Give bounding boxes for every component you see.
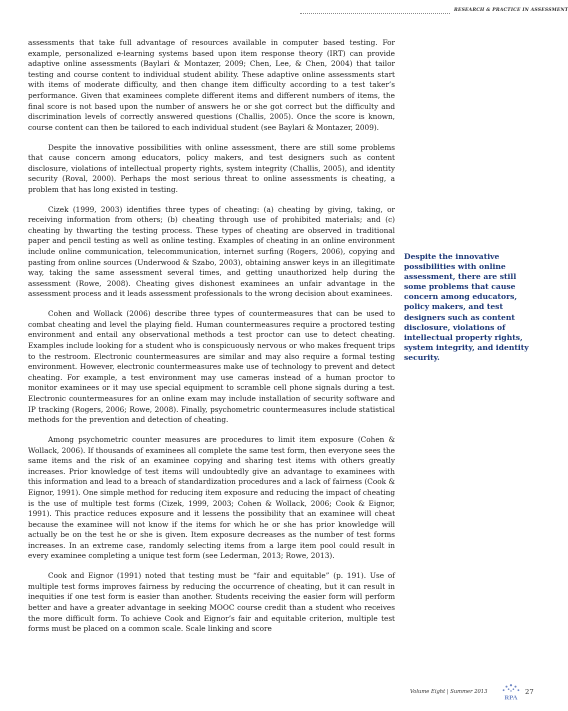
page-footer [398, 684, 538, 704]
paragraph: Despite the innovative possibilities with online assessment, there are still some problems that cause concern among educators, policy makers, and test designers such as content disclosure, violations of intellectual property rights, system integrity (Challis, 2005), and identity security (Roval, 2000). Perhaps the most serious threat to online assessments is cheating, a problem that has long existed in testing. [28, 142, 395, 194]
logo-text: RPA [504, 694, 518, 702]
paragraph: Among psychometric counter measures are procedures to limit item exposure (Cohen & Wollack, 2006). If thousands of examinees all complete the same test form, then everyone sees the same items and the risk of an examinee copying and sharing test items with others greatly increases. Prior knowledge of test items will undoubtedly give an advantage to examinees with this information and lead to a breach of standardization procedures and a lack of fairness (Cook & Eignor, 1991). One simple method for reducing item exposure and reducing the impact of cheating is the use of multiple test forms (Cizek, 1999, 2003; Cohen & Wollack, 2006; Cook & Eignor, 1991). This practice reduces exposure and it lessens the possibility that an examinee will cheat because the examinee will not know if the items for which he or she has prior knowledge will actually be on the test he or she is given. Item exposure decreases as the number of test forms increases. In an extreme case, randomly selecting items from a large item pool could result in every examinee completing a unique test form (see Lederman, 2013; Rowe, 2013). [28, 434, 395, 561]
issue-label: Volume Eight | Summer 2013 [410, 689, 488, 695]
rpa-logo [500, 682, 522, 704]
paragraph: assessments that take full advantage of resources available in computer based testing. For example, personalized e-learning systems based upon item response theory (IRT) can provide adaptive online assessments (Baylari & Montazer, 2009; Chen, Lee, & Chen, 2004) that tailor testing and course content to individual student ability. These adaptive online assessments start with items of moderate difficulty, and then change item difficulty according to a test taker’s performance. Given that examinees complete different items and different numbers of items, the final score is not based upon the number of answers he or she got correct but the difficulty and discrimination levels of correctly answered questions (Challis, 2005). Once the score is known, course content can then be tailored to each individual student (see Baylari & Montazer, 2009). [28, 38, 395, 132]
running-head: RESEARCH & PRACTICE IN ASSESSMENT [454, 8, 568, 13]
paragraph: Cook and Eignor (1991) noted that testing must be “fair and equitable” (p. 191). Use of multiple test forms improves fairness by reducing the occurrence of cheating, but it can result in inequities if one test form is easier than another. Students receiving the easier form will perform better and have a greater advantage in seeking MOOC course credit than a student who receives the more difficult form. To achieve Cook and Eignor’s fair and equitable criterion, multiple test forms must be placed on a common scale. Scale linking and score [28, 571, 395, 634]
paragraph: Cohen and Wollack (2006) describe three types of countermeasures that can be used to combat cheating and level the playing field. Human countermeasures require a proctored testing environment and entail any observational methods a test proctor can use to detect cheating. Examples include looking for a student who is conspicuously nervous or who makes frequent trips to the restroom. Electronic countermeasures are similar and may also require a formal testing environment. However, electronic countermeasures make use of technology to prevent and detect cheating. For example, a test environment may use cameras instead of a human proctor to monitor examinees or it may use special equipment to scramble cell phone signals during a test. Electronic countermeasures for an online exam may include installation of security software and IP tracking (Rogers, 2006; Rowe, 2008). Finally, psychometric countermeasures include statistical methods for the prevention and detection of cheating. [28, 309, 395, 425]
pull-quote: Despite the innovative possibilities with online assessment, there are still some problems that cause concern among educators, policy makers, and test designers such as content disclosure, violations of intellectual property rights, system integrity, and identity security. [404, 252, 529, 362]
main-text-column [28, 38, 395, 644]
header-dotted-rule [300, 13, 450, 14]
paragraph: Cizek (1999, 2003) identifies three types of cheating: (a) cheating by giving, taking, or receiving information from others; (b) cheating through use of prohibited materials; and (c) cheating by thwarting the testing process. These types of cheating are observed in traditional paper and pencil testing as well as online testing. Examples of cheating in an online environment include online communication, telecommunication, internet surfing (Rogers, 2006), copying and pasting from online sources (Underwood & Szabo, 2003), obtaining answer keys in an illegitimate way, taking the same assessment several times, and getting unauthorized help during the assessment (Rowe, 2008). Cheating gives dishonest examinees an unfair advantage in the assessment process and it leads assessment professionals to the wrong decision about examinees. [28, 204, 395, 299]
page-number: 27 [525, 688, 534, 696]
